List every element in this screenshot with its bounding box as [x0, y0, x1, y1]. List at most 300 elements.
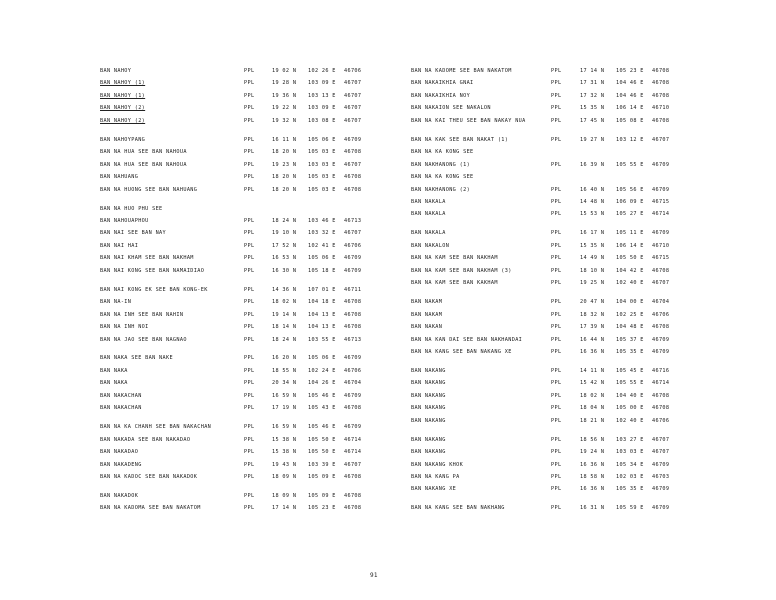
entry-name: BAN NAKHANONG (1)	[411, 161, 471, 168]
entry-type: PPL	[244, 174, 255, 181]
entry-type: PPL	[551, 324, 562, 331]
entry-longitude: 105 08 E	[616, 117, 644, 124]
entry-latitude: 18 58 N	[580, 474, 605, 480]
entry-latitude: 18 56 N	[580, 436, 605, 443]
entry-sheet-code: 46708	[344, 405, 362, 412]
entry-latitude: 18 24 N	[272, 336, 297, 343]
entry-longitude: 103 39 E	[308, 461, 336, 468]
entry-type: PPL	[551, 161, 562, 168]
entry-type: PPL	[244, 136, 255, 143]
entry-name: BAN NA KA KONG SEE	[411, 149, 474, 156]
entry-sheet-code: 46703	[652, 474, 670, 480]
entry-latitude: 17 19 N	[272, 405, 297, 412]
entry-type: PPL	[551, 280, 562, 287]
entry-latitude: 15 35 N	[580, 242, 605, 249]
entry-name: BAN NAI KONG EK SEE BAN KONG-EK	[100, 286, 208, 293]
entry-longitude: 105 55 E	[616, 161, 644, 168]
entry-name: BAN NA KADOME SEE BAN NAKATOM	[411, 68, 512, 74]
entry-type: PPL	[551, 299, 562, 306]
entry-type: PPL	[244, 392, 255, 399]
entry-name: BAN NAKANG	[411, 405, 446, 412]
entry-name: BAN NA KAM SEE BAN NAKHAM	[411, 255, 498, 262]
entry-name: BAN NAKANG KHOK	[411, 461, 464, 468]
entry-latitude: 17 32 N	[580, 92, 605, 99]
entry-type: PPL	[244, 449, 255, 456]
entry-name: BAN NAKAM	[411, 311, 443, 318]
entry-latitude: 16 36 N	[580, 486, 605, 493]
entry-sheet-code: 46707	[344, 461, 362, 468]
entry-name: BAN NAKADAO	[100, 449, 139, 456]
entry-name: BAN NAKAM	[411, 299, 443, 306]
entry-sheet-code: 46715	[652, 199, 670, 205]
entry-longitude: 105 35 E	[616, 348, 644, 355]
entry-latitude: 18 32 N	[580, 311, 605, 318]
entry-latitude: 18 02 N	[580, 392, 605, 399]
entry-sheet-code: 46709	[344, 424, 362, 431]
entry-name: BAN NAI SEE BAN NAY	[100, 230, 166, 237]
entry-sheet-code: 46713	[344, 336, 362, 343]
entry-latitude: 17 14 N	[580, 68, 605, 74]
entry-latitude: 18 02 N	[272, 299, 297, 306]
entry-latitude: 15 38 N	[272, 436, 297, 443]
entry-name: BAN NAKALA	[411, 211, 446, 218]
entry-sheet-code: 46709	[652, 336, 670, 343]
entry-type: PPL	[244, 149, 255, 156]
entry-name: BAN NA KADOMA SEE BAN NAKATOM	[100, 505, 201, 512]
entry-longitude: 105 50 E	[308, 449, 336, 456]
entry-type: PPL	[551, 267, 562, 274]
entry-longitude: 105 50 E	[308, 436, 336, 443]
entry-name: BAN NA JAO SEE BAN NAGNAO	[100, 336, 187, 343]
entry-name: BAN NAKA SEE BAN NAKE	[100, 355, 173, 362]
entry-type: PPL	[551, 68, 562, 74]
entry-name: BAN NAHOY	[100, 68, 132, 74]
entry-name: BAN NAKANG XE	[411, 486, 457, 493]
entry-latitude: 16 53 N	[272, 255, 297, 262]
entry-name: BAN NA-IN	[100, 299, 132, 306]
entry-longitude: 105 03 E	[308, 186, 336, 193]
entry-sheet-code: 46708	[344, 149, 362, 156]
entry-longitude: 102 03 E	[616, 474, 644, 480]
entry-longitude: 107 01 E	[308, 286, 336, 293]
entry-latitude: 19 28 N	[272, 80, 297, 87]
entry-sheet-code: 46715	[652, 255, 670, 262]
entry-sheet-code: 46708	[344, 174, 362, 181]
entry-sheet-code: 46708	[344, 505, 362, 512]
entry-latitude: 18 20 N	[272, 174, 297, 181]
entry-latitude: 14 48 N	[580, 199, 605, 205]
entry-name: BAN NAKA	[100, 367, 128, 374]
entry-name: BAN NAKALA	[411, 230, 446, 237]
entry-sheet-code: 46706	[344, 242, 362, 249]
entry-name: BAN NA KAI THEU SEE BAN NAKAY NUA	[411, 117, 526, 124]
entry-longitude: 105 50 E	[616, 255, 644, 262]
entry-name: BAN NAHOUAPHOU	[100, 217, 149, 224]
entry-latitude: 17 52 N	[272, 242, 297, 249]
entry-latitude: 18 10 N	[580, 267, 605, 274]
entry-longitude: 103 27 E	[616, 436, 644, 443]
entry-type: PPL	[244, 92, 255, 99]
entry-latitude: 16 36 N	[580, 461, 605, 468]
entry-type: PPL	[244, 267, 255, 274]
entry-name: BAN NAHOY (1)	[100, 92, 146, 99]
entry-latitude: 19 02 N	[272, 68, 297, 74]
entry-type: PPL	[551, 117, 562, 124]
entry-latitude: 18 24 N	[272, 217, 297, 224]
entry-name: BAN NAKANG	[411, 449, 446, 456]
entry-type: PPL	[551, 505, 562, 512]
entry-type: PPL	[551, 367, 562, 374]
entry-type: PPL	[551, 405, 562, 412]
entry-sheet-code: 46707	[344, 105, 362, 112]
entry-sheet-code: 46709	[344, 136, 362, 143]
entry-sheet-code: 46707	[652, 136, 670, 143]
entry-latitude: 16 17 N	[580, 230, 605, 237]
entry-longitude: 103 08 E	[308, 117, 336, 124]
entry-type: PPL	[551, 211, 562, 218]
entry-latitude: 15 53 N	[580, 211, 605, 218]
entry-sheet-code: 46713	[344, 217, 362, 224]
entry-type: PPL	[244, 405, 255, 412]
entry-latitude: 16 30 N	[272, 267, 297, 274]
entry-type: PPL	[244, 380, 255, 387]
entry-latitude: 18 04 N	[580, 405, 605, 412]
entry-longitude: 105 46 E	[308, 392, 336, 399]
entry-sheet-code: 46707	[652, 449, 670, 456]
entry-longitude: 105 06 E	[308, 255, 336, 262]
entry-name: BAN NA KADOC SEE BAN NAKADOK	[100, 474, 198, 480]
entry-latitude: 18 14 N	[272, 324, 297, 331]
entry-sheet-code: 46709	[344, 255, 362, 262]
entry-name: BAN NAKADOK	[100, 492, 139, 499]
entry-sheet-code: 46708	[344, 299, 362, 306]
entry-longitude: 105 00 E	[616, 405, 644, 412]
entry-sheet-code: 46708	[652, 405, 670, 412]
entry-sheet-code: 46709	[652, 486, 670, 493]
entry-name: BAN NA HUONG SEE BAN NAHUANG	[100, 186, 198, 193]
entry-name: BAN NAHOYPANG	[100, 136, 146, 143]
entry-type: PPL	[551, 417, 562, 424]
entry-sheet-code: 46709	[652, 461, 670, 468]
entry-latitude: 19 32 N	[272, 117, 297, 124]
entry-longitude: 104 46 E	[616, 92, 644, 99]
entry-latitude: 16 40 N	[580, 186, 605, 193]
entry-latitude: 19 24 N	[580, 449, 605, 456]
entry-sheet-code: 46708	[344, 492, 362, 499]
entry-name: BAN NAKANG	[411, 417, 446, 424]
entry-type: PPL	[244, 436, 255, 443]
entry-sheet-code: 46707	[344, 230, 362, 237]
entry-type: PPL	[551, 461, 562, 468]
entry-longitude: 104 40 E	[616, 392, 644, 399]
entry-sheet-code: 46706	[344, 367, 362, 374]
entry-longitude: 105 18 E	[308, 267, 336, 274]
entry-type: PPL	[551, 199, 562, 205]
entry-longitude: 103 32 E	[308, 230, 336, 237]
entry-type: PPL	[244, 230, 255, 237]
entry-type: PPL	[244, 186, 255, 193]
entry-sheet-code: 46704	[652, 299, 670, 306]
entry-sheet-code: 46710	[652, 105, 670, 112]
entry-latitude: 17 14 N	[272, 505, 297, 512]
entry-longitude: 102 40 E	[616, 417, 644, 424]
entry-latitude: 16 36 N	[580, 348, 605, 355]
entry-sheet-code: 46708	[652, 392, 670, 399]
entry-longitude: 103 13 E	[308, 92, 336, 99]
entry-latitude: 16 11 N	[272, 136, 297, 143]
entry-latitude: 18 21 N	[580, 417, 605, 424]
entry-longitude: 102 40 E	[616, 280, 644, 287]
entry-type: PPL	[551, 474, 562, 480]
entry-type: PPL	[244, 474, 255, 480]
entry-type: PPL	[244, 255, 255, 262]
entry-latitude: 19 23 N	[272, 161, 297, 168]
entry-latitude: 19 10 N	[272, 230, 297, 237]
entry-longitude: 103 46 E	[308, 217, 336, 224]
entry-name: BAN NA KANG PA	[411, 474, 460, 480]
entry-type: PPL	[244, 242, 255, 249]
entry-longitude: 104 13 E	[308, 311, 336, 318]
entry-type: PPL	[244, 161, 255, 168]
entry-longitude: 103 03 E	[616, 449, 644, 456]
entry-latitude: 19 43 N	[272, 461, 297, 468]
entry-longitude: 105 06 E	[308, 355, 336, 362]
entry-latitude: 16 44 N	[580, 336, 605, 343]
entry-longitude: 103 03 E	[308, 161, 336, 168]
entry-type: PPL	[551, 136, 562, 143]
entry-name: BAN NAKANG	[411, 436, 446, 443]
entry-longitude: 103 12 E	[616, 136, 644, 143]
entry-type: PPL	[551, 380, 562, 387]
entry-latitude: 17 45 N	[580, 117, 605, 124]
entry-type: PPL	[244, 299, 255, 306]
entry-sheet-code: 46707	[344, 92, 362, 99]
entry-type: PPL	[244, 461, 255, 468]
entry-name: BAN NAKANG	[411, 380, 446, 387]
entry-type: PPL	[551, 230, 562, 237]
entry-latitude: 18 09 N	[272, 474, 297, 480]
entry-latitude: 15 35 N	[580, 105, 605, 112]
entry-longitude: 105 46 E	[308, 424, 336, 431]
entry-sheet-code: 46709	[344, 392, 362, 399]
entry-name: BAN NAKANG	[411, 392, 446, 399]
entry-sheet-code: 46714	[344, 436, 362, 443]
entry-type: PPL	[551, 92, 562, 99]
entry-latitude: 19 22 N	[272, 105, 297, 112]
entry-longitude: 104 46 E	[616, 80, 644, 87]
entry-sheet-code: 46708	[344, 324, 362, 331]
entry-longitude: 105 03 E	[308, 149, 336, 156]
entry-name: BAN NAKAN	[411, 324, 443, 331]
entry-type: PPL	[244, 492, 255, 499]
entry-name: BAN NAKACHAN	[100, 405, 142, 412]
entry-sheet-code: 46714	[652, 380, 670, 387]
entry-latitude: 16 39 N	[580, 161, 605, 168]
entry-longitude: 104 42 E	[616, 267, 644, 274]
entry-sheet-code: 46707	[652, 280, 670, 287]
entry-sheet-code: 46709	[344, 267, 362, 274]
entry-sheet-code: 46709	[652, 230, 670, 237]
entry-type: PPL	[244, 286, 255, 293]
entry-name: BAN NA INH SEE BAN NAHIN	[100, 311, 184, 318]
entry-sheet-code: 46716	[652, 367, 670, 374]
entry-name: BAN NAI KHAM SEE BAN NAKHAM	[100, 255, 194, 262]
entry-name: BAN NAKAIKHIA GNAI	[411, 80, 474, 87]
entry-longitude: 105 23 E	[616, 68, 644, 74]
entry-latitude: 14 36 N	[272, 286, 297, 293]
entry-sheet-code: 46708	[652, 117, 670, 124]
entry-latitude: 16 59 N	[272, 392, 297, 399]
entry-type: PPL	[244, 424, 255, 431]
entry-type: PPL	[551, 311, 562, 318]
entry-sheet-code: 46704	[344, 380, 362, 387]
entry-latitude: 18 20 N	[272, 149, 297, 156]
entry-type: PPL	[244, 336, 255, 343]
entry-type: PPL	[244, 217, 255, 224]
entry-latitude: 20 34 N	[272, 380, 297, 387]
entry-longitude: 104 48 E	[616, 324, 644, 331]
entry-name: BAN NAKALON	[411, 242, 450, 249]
entry-sheet-code: 46708	[344, 474, 362, 480]
page-number: 91	[370, 572, 378, 579]
entry-name: BAN NAHOY (1)	[100, 80, 146, 87]
entry-longitude: 105 37 E	[616, 336, 644, 343]
entry-name: BAN NAI HAI	[100, 242, 139, 249]
entry-latitude: 19 36 N	[272, 92, 297, 99]
entry-sheet-code: 46709	[652, 186, 670, 193]
entry-type: PPL	[244, 311, 255, 318]
entry-sheet-code: 46714	[344, 449, 362, 456]
entry-longitude: 105 11 E	[616, 230, 644, 237]
entry-latitude: 20 47 N	[580, 299, 605, 306]
entry-latitude: 17 31 N	[580, 80, 605, 87]
entry-type: PPL	[551, 436, 562, 443]
entry-name: BAN NA HUO PHU SEE	[100, 205, 163, 212]
entry-name: BAN NAHUANG	[100, 174, 139, 181]
entry-type: PPL	[551, 336, 562, 343]
entry-sheet-code: 46708	[652, 92, 670, 99]
entry-longitude: 104 13 E	[308, 324, 336, 331]
entry-longitude: 102 41 E	[308, 242, 336, 249]
entry-type: PPL	[244, 105, 255, 112]
entry-latitude: 16 31 N	[580, 505, 605, 512]
entry-sheet-code: 46711	[344, 286, 362, 293]
entry-type: PPL	[244, 367, 255, 374]
entry-name: BAN NA KA CHANH SEE BAN NAKACHAN	[100, 424, 212, 431]
entry-latitude: 19 14 N	[272, 311, 297, 318]
entry-latitude: 16 59 N	[272, 424, 297, 431]
entry-type: PPL	[551, 242, 562, 249]
entry-longitude: 106 14 E	[616, 105, 644, 112]
entry-sheet-code: 46709	[652, 161, 670, 168]
entry-longitude: 105 03 E	[308, 174, 336, 181]
entry-sheet-code: 46710	[652, 242, 670, 249]
entry-longitude: 105 23 E	[308, 505, 336, 512]
entry-sheet-code: 46706	[652, 311, 670, 318]
entry-sheet-code: 46707	[652, 436, 670, 443]
entry-type: PPL	[244, 80, 255, 87]
entry-longitude: 106 09 E	[616, 199, 644, 205]
entry-longitude: 105 09 E	[308, 492, 336, 499]
entry-latitude: 14 11 N	[580, 367, 605, 374]
entry-sheet-code: 46709	[652, 505, 670, 512]
entry-latitude: 15 38 N	[272, 449, 297, 456]
entry-name: BAN NAKADENG	[100, 461, 142, 468]
entry-latitude: 18 20 N	[272, 186, 297, 193]
entry-type: PPL	[551, 105, 562, 112]
entry-longitude: 105 43 E	[308, 405, 336, 412]
entry-name: BAN NAKHANONG (2)	[411, 186, 471, 193]
entry-name: BAN NAKA	[100, 380, 128, 387]
entry-name: BAN NAI KONG SEE BAN NAMAIDIAO	[100, 267, 205, 274]
entry-latitude: 19 27 N	[580, 136, 605, 143]
entry-name: BAN NAKAIKHIA NOY	[411, 92, 471, 99]
entry-longitude: 106 14 E	[616, 242, 644, 249]
entry-longitude: 105 09 E	[308, 474, 336, 480]
entry-type: PPL	[244, 355, 255, 362]
entry-type: PPL	[244, 68, 255, 74]
entry-latitude: 19 25 N	[580, 280, 605, 287]
entry-name: BAN NAHOY (2)	[100, 105, 146, 112]
entry-type: PPL	[244, 117, 255, 124]
entry-longitude: 105 56 E	[616, 186, 644, 193]
entry-type: PPL	[551, 348, 562, 355]
entry-name: BAN NA KA KONG SEE	[411, 174, 474, 181]
entry-longitude: 102 24 E	[308, 367, 336, 374]
entry-name: BAN NAHOY (2)	[100, 117, 146, 124]
entry-longitude: 102 26 E	[308, 68, 336, 74]
entry-sheet-code: 46708	[652, 324, 670, 331]
entry-name: BAN NA KAM SEE BAN KAKHAM	[411, 280, 498, 287]
entry-longitude: 103 09 E	[308, 105, 336, 112]
entry-longitude: 103 55 E	[308, 336, 336, 343]
entry-longitude: 102 25 E	[616, 311, 644, 318]
entry-type: PPL	[244, 324, 255, 331]
entry-sheet-code: 46708	[344, 186, 362, 193]
entry-longitude: 105 34 E	[616, 461, 644, 468]
entry-name: BAN NAKACHAN	[100, 392, 142, 399]
entry-latitude: 16 20 N	[272, 355, 297, 362]
entry-name: BAN NA KANG SEE BAN NAKANG XE	[411, 348, 512, 355]
entry-sheet-code: 46708	[652, 80, 670, 87]
entry-sheet-code: 46708	[652, 68, 670, 74]
entry-name: BAN NA KAN DAI SEE BAN NAKHANDAI	[411, 336, 523, 343]
entry-name: BAN NAKADA SEE BAN NAKADAO	[100, 436, 191, 443]
entry-sheet-code: 46708	[652, 267, 670, 274]
entry-longitude: 105 59 E	[616, 505, 644, 512]
entry-sheet-code: 46707	[344, 117, 362, 124]
entry-latitude: 15 42 N	[580, 380, 605, 387]
entry-latitude: 17 39 N	[580, 324, 605, 331]
entry-longitude: 104 00 E	[616, 299, 644, 306]
entry-sheet-code: 46707	[344, 80, 362, 87]
entry-type: PPL	[244, 505, 255, 512]
entry-name: BAN NA INH NOI	[100, 324, 149, 331]
entry-name: BAN NA KAM SEE BAN NAKHAM (3)	[411, 267, 512, 274]
entry-longitude: 103 09 E	[308, 80, 336, 87]
entry-sheet-code: 46706	[344, 68, 362, 74]
entry-longitude: 105 06 E	[308, 136, 336, 143]
entry-name: BAN NAKAION SEE NAKALON	[411, 105, 491, 112]
entry-name: BAN NAKANG	[411, 367, 446, 374]
entry-sheet-code: 46707	[344, 161, 362, 168]
entry-longitude: 105 35 E	[616, 486, 644, 493]
entry-longitude: 105 45 E	[616, 367, 644, 374]
entry-latitude: 18 55 N	[272, 367, 297, 374]
entry-longitude: 104 26 E	[308, 380, 336, 387]
entry-type: PPL	[551, 449, 562, 456]
entry-latitude: 14 49 N	[580, 255, 605, 262]
